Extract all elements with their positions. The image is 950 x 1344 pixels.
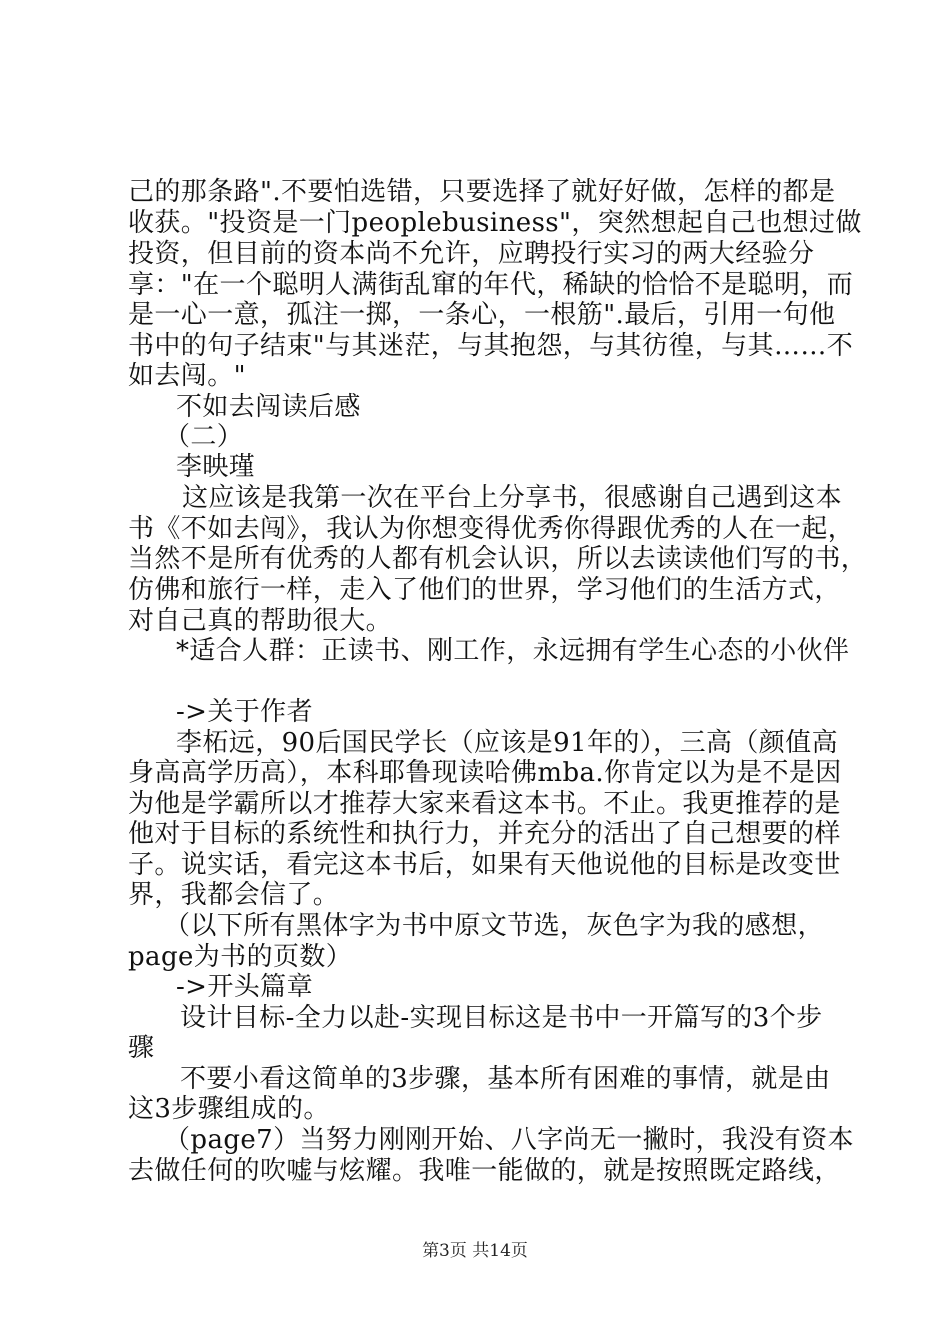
- body-line: 是一心一意，孤注一掷，一条心，一根筋".最后，引用一句他: [128, 300, 836, 330]
- body-line: 子。说实话，看完这本书后，如果有天他说他的目标是改变世: [128, 850, 841, 880]
- body-line: 如去闯。": [128, 361, 246, 391]
- section-heading: ->开头篇章: [176, 972, 313, 1002]
- body-line: 仿佛和旅行一样，走入了他们的世界，学习他们的生活方式，: [128, 575, 841, 605]
- body-line: 他对于目标的系统性和执行力，并充分的活出了自己想要的样: [128, 819, 841, 849]
- body-line: 己的那条路".不要怕选错，只要选择了就好好做，怎样的都是: [128, 177, 836, 207]
- body-line: 书《不如去闯》，我认为你想变得优秀你得跟优秀的人在一起，: [128, 514, 855, 544]
- body-line: 设计目标-全力以赴-实现目标这是书中一开篇写的3个步: [180, 1003, 823, 1033]
- body-line: 骤: [128, 1033, 155, 1063]
- body-line: 去做任何的吹嘘与炫耀。我唯一能做的，就是按照既定路线，: [128, 1156, 841, 1186]
- body-line: 不要小看这简单的3步骤，基本所有困难的事情，就是由: [180, 1064, 831, 1094]
- page-footer: 第3页 共14页: [422, 1241, 528, 1261]
- body-line: *适合人群：正读书、刚工作，永远拥有学生心态的小伙伴: [176, 636, 850, 666]
- body-line: 为他是学霸所以才推荐大家来看这本书。不止。我更推荐的是: [128, 789, 841, 819]
- body-line: 李柘远，90后国民学长（应该是91年的），三高（颜值高: [176, 728, 838, 758]
- body-line: 书中的句子结束"与其迷茫，与其抱怨，与其彷徨，与其……不: [128, 331, 854, 361]
- body-line: 界，我都会信了。: [128, 880, 340, 910]
- body-line: 身高高学历高），本科耶鲁现读哈佛mba.你肯定以为是不是因: [128, 758, 842, 788]
- body-line: 当然不是所有优秀的人都有机会认识，所以去读读他们写的书，: [128, 544, 868, 574]
- section-title: 不如去闯读后感: [176, 392, 361, 422]
- body-line: 这3步骤组成的。: [128, 1094, 330, 1124]
- author-name: 李映瑾: [176, 452, 256, 482]
- body-line: 享："在一个聪明人满街乱窜的年代，稀缺的恰恰不是聪明，而: [128, 270, 854, 300]
- body-line: page为书的页数）: [128, 942, 353, 972]
- section-number: （二）: [164, 422, 244, 452]
- body-line: 收获。"投资是一门peoplebusiness"，突然想起自己也想过做: [128, 208, 862, 238]
- body-line: 对自己真的帮助很大。: [128, 606, 393, 636]
- section-heading: ->关于作者: [176, 697, 313, 727]
- body-line: 这应该是我第一次在平台上分享书，很感谢自己遇到这本: [182, 483, 843, 513]
- body-line: 投资，但目前的资本尚不允许，应聘投行实习的两大经验分: [128, 239, 815, 269]
- body-line: （page7）当努力刚刚开始、八字尚无一撇时，我没有资本: [164, 1125, 854, 1155]
- body-line: （以下所有黑体字为书中原文节选，灰色字为我的感想，: [164, 911, 825, 941]
